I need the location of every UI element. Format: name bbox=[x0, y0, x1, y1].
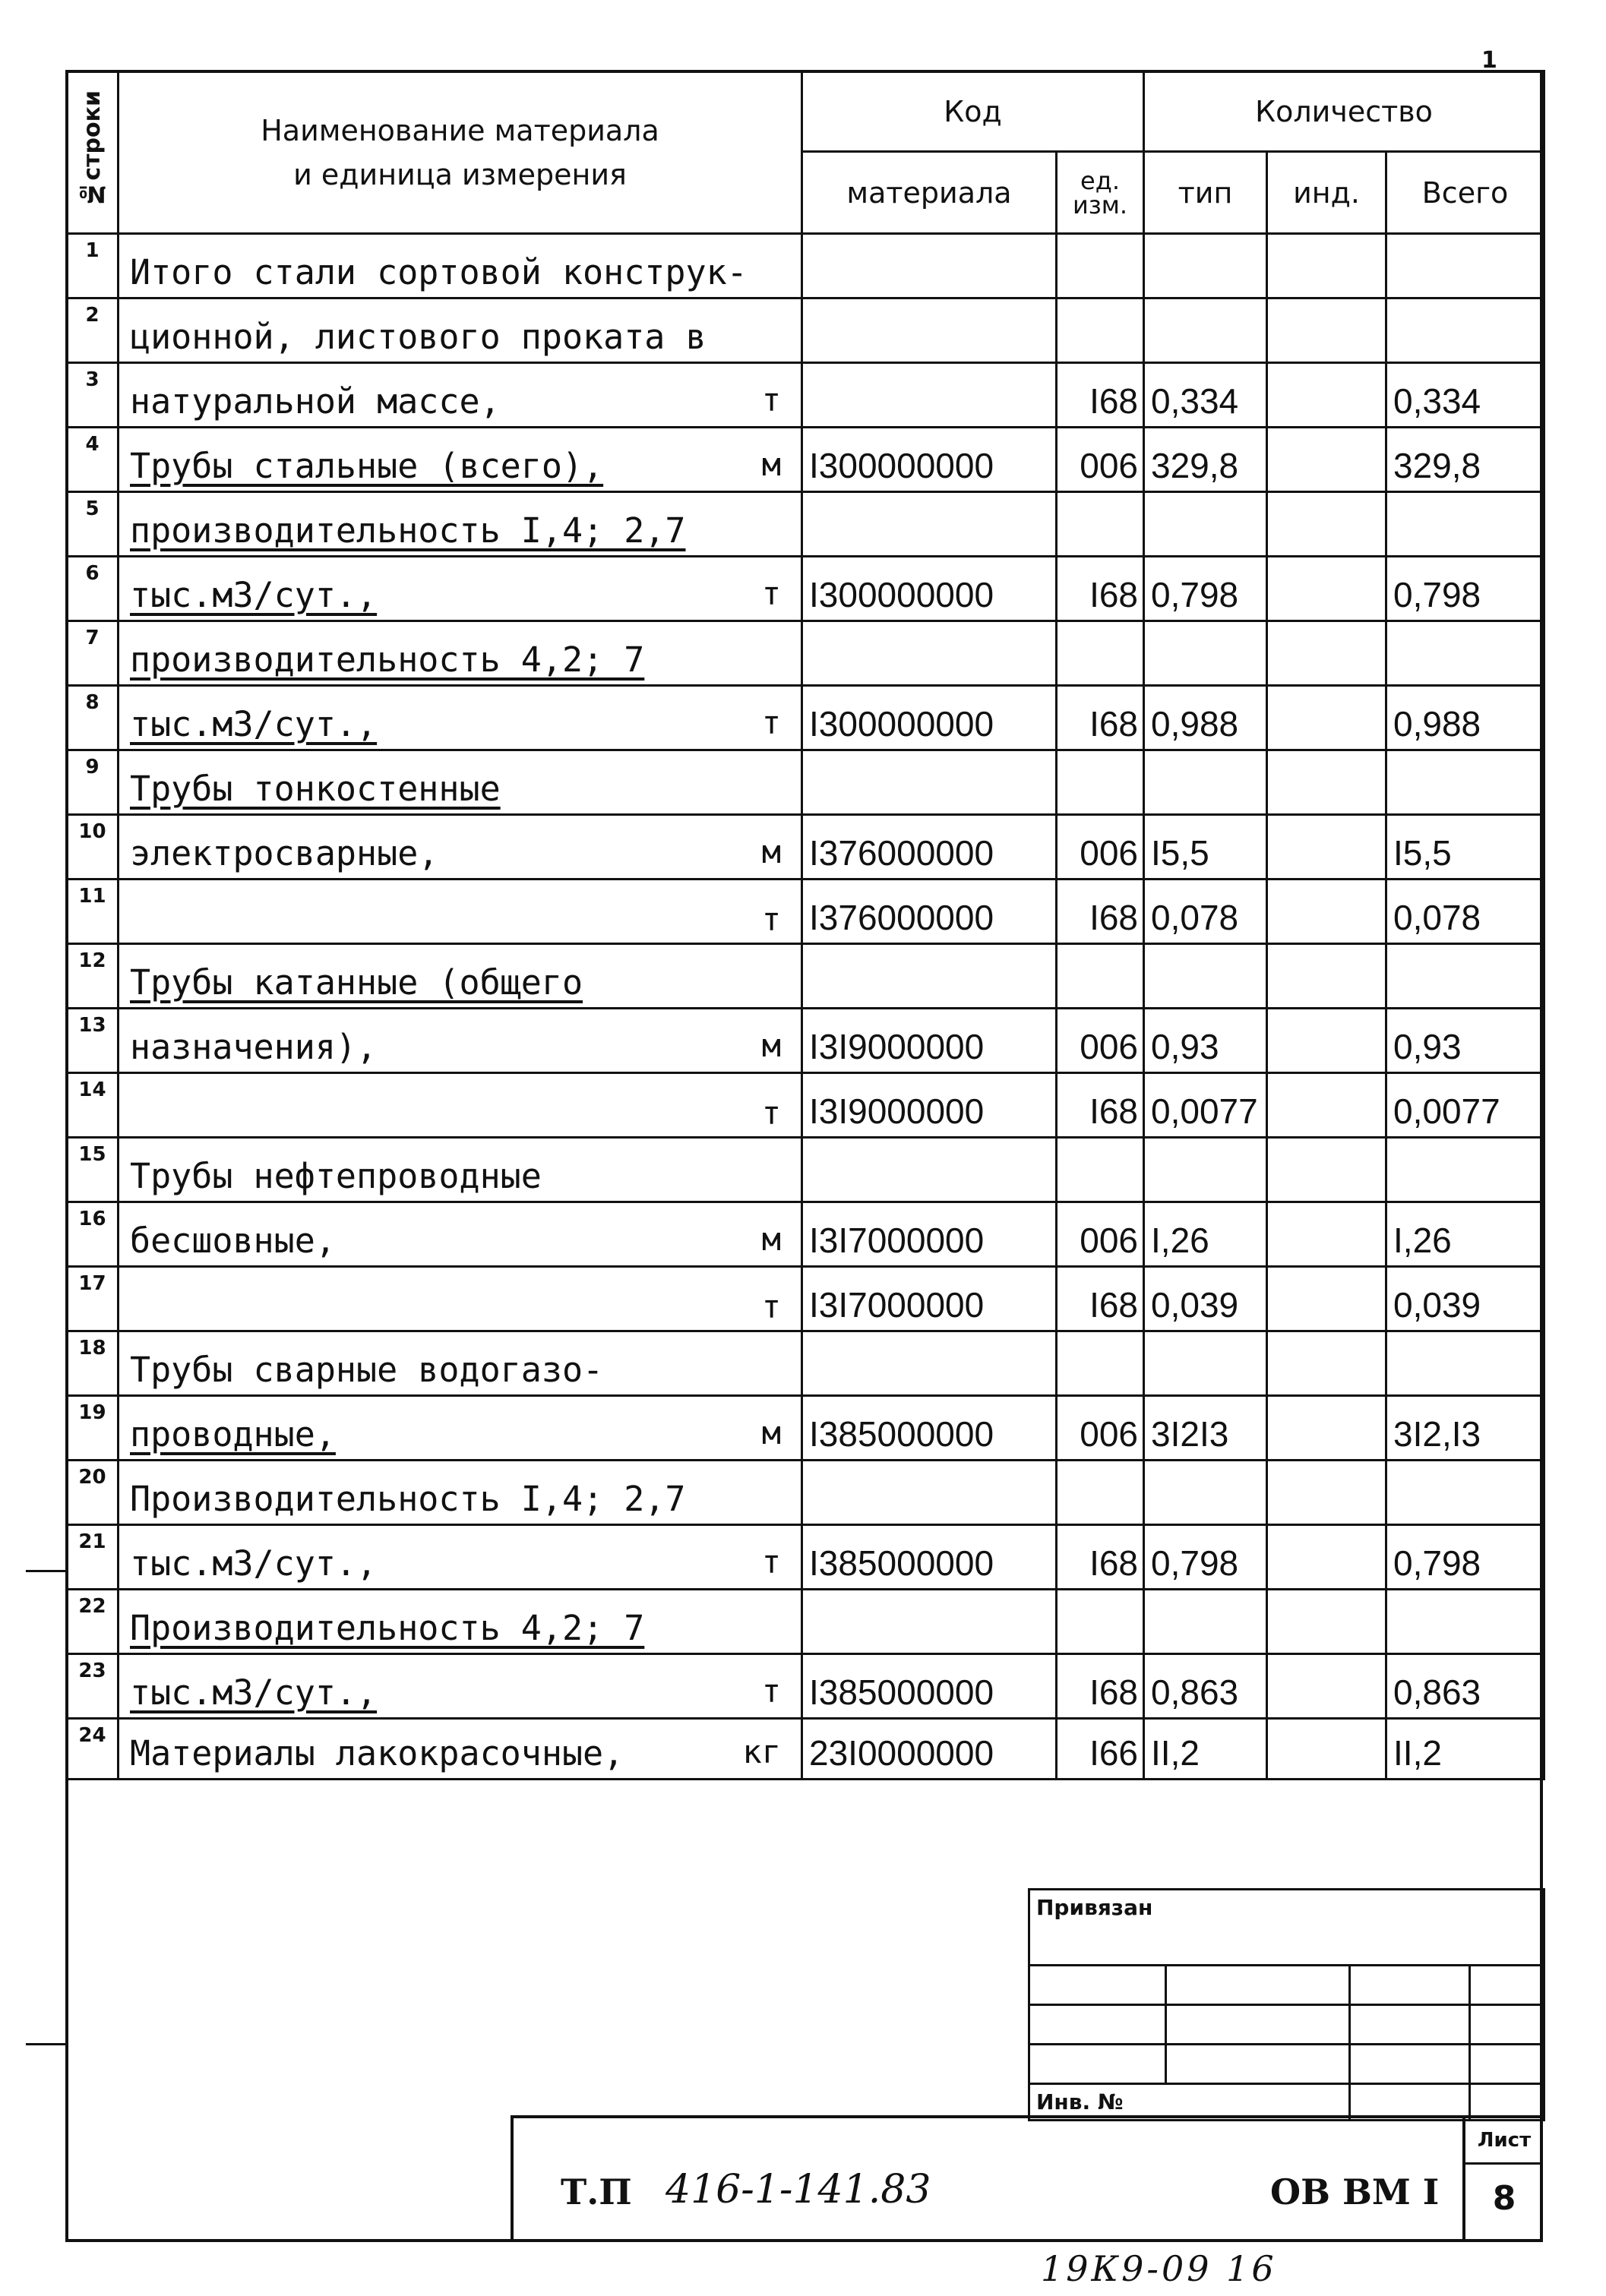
table-row bbox=[67, 1525, 1544, 1590]
quantity-ind bbox=[1267, 880, 1386, 944]
project-number: 416-1-141.83 bbox=[665, 2167, 931, 2212]
table-row bbox=[67, 815, 1544, 880]
quantity-type: 0,863 bbox=[1144, 1654, 1267, 1719]
stamp-cell bbox=[1470, 2005, 1544, 2045]
material-code: I385000000 bbox=[802, 1525, 1057, 1590]
quantity-total: 0,988 bbox=[1386, 686, 1544, 750]
row-number: 5 bbox=[67, 492, 119, 557]
unit-code: I68 bbox=[1057, 557, 1144, 621]
quantity-total: 329,8 bbox=[1386, 428, 1544, 492]
table-row bbox=[67, 492, 1544, 557]
row-number: 10 bbox=[67, 815, 119, 880]
material-name-text: Производительность 4,2; 7 bbox=[130, 1608, 645, 1648]
quantity-total: 0,078 bbox=[1386, 880, 1544, 944]
material-code bbox=[802, 621, 1057, 686]
quantity-type: 0,078 bbox=[1144, 880, 1267, 944]
stamp-cell bbox=[1166, 2005, 1350, 2045]
material-name bbox=[119, 1331, 802, 1396]
quantity-ind bbox=[1267, 815, 1386, 880]
quantity-group-header: Количество bbox=[1144, 71, 1544, 152]
material-name bbox=[119, 1654, 802, 1719]
quantity-ind bbox=[1267, 1267, 1386, 1331]
quantity-type: I,26 bbox=[1144, 1202, 1267, 1267]
material-code bbox=[802, 492, 1057, 557]
material-name-text: ционной, листового проката в bbox=[130, 317, 707, 357]
table-row bbox=[67, 428, 1544, 492]
stamp-cell bbox=[1029, 2005, 1166, 2045]
quantity-type: 0,93 bbox=[1144, 1009, 1267, 1073]
material-name-text: производительность 4,2; 7 bbox=[130, 640, 645, 680]
quantity-type bbox=[1144, 234, 1267, 298]
tp-prefix: Т.П bbox=[561, 2171, 632, 2212]
sheet-code: ОВ ВМ I bbox=[1270, 2171, 1440, 2212]
row-number: 21 bbox=[67, 1525, 119, 1590]
material-name bbox=[119, 363, 802, 428]
quantity-total: 0,93 bbox=[1386, 1009, 1544, 1073]
material-code: I3I9000000 bbox=[802, 1009, 1057, 1073]
quantity-type: 0,798 bbox=[1144, 1525, 1267, 1590]
material-name bbox=[119, 1073, 802, 1138]
stamp-cell bbox=[1029, 2045, 1166, 2084]
material-code bbox=[802, 944, 1057, 1009]
material-name-text: натуральной массе, bbox=[130, 381, 501, 422]
margin-tick bbox=[26, 2043, 65, 2045]
row-number: 6 bbox=[67, 557, 119, 621]
quantity-type: 0,0077 bbox=[1144, 1073, 1267, 1138]
quantity-type bbox=[1144, 1331, 1267, 1396]
quantity-ind bbox=[1267, 1590, 1386, 1654]
stamp-cell bbox=[1029, 1966, 1166, 2005]
material-name bbox=[119, 815, 802, 880]
unit-code bbox=[1057, 944, 1144, 1009]
material-name bbox=[119, 1267, 802, 1331]
material-name bbox=[119, 1009, 802, 1073]
unit-code: 006 bbox=[1057, 428, 1144, 492]
quantity-ind bbox=[1267, 1396, 1386, 1461]
table-row bbox=[67, 298, 1544, 363]
unit-label: м bbox=[761, 833, 781, 870]
material-name-text: Трубы нефтепроводные bbox=[130, 1156, 542, 1196]
ind-header: инд. bbox=[1267, 152, 1386, 234]
material-name-text: производительность I,4; 2,7 bbox=[130, 510, 686, 551]
material-name bbox=[119, 621, 802, 686]
row-number: 22 bbox=[67, 1590, 119, 1654]
inventory-label: Инв. № bbox=[1029, 2084, 1350, 2121]
quantity-total: I5,5 bbox=[1386, 815, 1544, 880]
quantity-type bbox=[1144, 750, 1267, 815]
unit-label: м bbox=[761, 1221, 781, 1258]
material-code bbox=[802, 1138, 1057, 1202]
material-name-text: проводные, bbox=[130, 1414, 336, 1454]
material-name bbox=[119, 944, 802, 1009]
material-name bbox=[119, 428, 802, 492]
material-code bbox=[802, 298, 1057, 363]
unit-label: т bbox=[761, 1672, 781, 1710]
total-header: Всего bbox=[1386, 152, 1544, 234]
stamp-cell bbox=[1350, 1966, 1470, 2005]
quantity-total bbox=[1386, 621, 1544, 686]
quantity-ind bbox=[1267, 1719, 1386, 1780]
table-row bbox=[67, 1202, 1544, 1267]
material-name-text: тыс.м3/сут., bbox=[130, 1543, 378, 1584]
quantity-ind bbox=[1267, 1073, 1386, 1138]
row-number: 17 bbox=[67, 1267, 119, 1331]
quantity-ind bbox=[1267, 1461, 1386, 1525]
code-group-header: Код bbox=[802, 71, 1144, 152]
unit-code: I68 bbox=[1057, 1654, 1144, 1719]
sheet-number: 8 bbox=[1492, 2179, 1516, 2218]
unit-code bbox=[1057, 234, 1144, 298]
material-name-text: Трубы катанные (общего bbox=[130, 962, 583, 1003]
table-row bbox=[67, 1461, 1544, 1525]
table-row bbox=[67, 557, 1544, 621]
quantity-type bbox=[1144, 492, 1267, 557]
unit-label: т bbox=[761, 1543, 781, 1581]
quantity-ind bbox=[1267, 1525, 1386, 1590]
quantity-ind bbox=[1267, 750, 1386, 815]
material-name bbox=[119, 1525, 802, 1590]
quantity-total: 3I2,I3 bbox=[1386, 1396, 1544, 1461]
unit-label: м bbox=[761, 1027, 781, 1064]
quantity-type: 3I2I3 bbox=[1144, 1396, 1267, 1461]
quantity-ind bbox=[1267, 492, 1386, 557]
table-row bbox=[67, 1267, 1544, 1331]
quantity-type: I5,5 bbox=[1144, 815, 1267, 880]
row-number: 23 bbox=[67, 1654, 119, 1719]
quantity-total bbox=[1386, 1461, 1544, 1525]
row-number: 24 bbox=[67, 1719, 119, 1780]
quantity-ind bbox=[1267, 1202, 1386, 1267]
row-number: 20 bbox=[67, 1461, 119, 1525]
material-name bbox=[119, 1396, 802, 1461]
table-row bbox=[67, 1590, 1544, 1654]
material-name-text: Трубы стальные (всего), bbox=[130, 446, 604, 486]
quantity-type bbox=[1144, 1590, 1267, 1654]
margin-tick bbox=[26, 1570, 65, 1572]
table-row bbox=[67, 750, 1544, 815]
material-name bbox=[119, 686, 802, 750]
quantity-ind bbox=[1267, 298, 1386, 363]
material-name-text: электросварные, bbox=[130, 833, 439, 873]
quantity-total: 0,334 bbox=[1386, 363, 1544, 428]
unit-code bbox=[1057, 1590, 1144, 1654]
unit-label: т bbox=[761, 575, 781, 612]
quantity-total bbox=[1386, 298, 1544, 363]
row-number: 16 bbox=[67, 1202, 119, 1267]
row-number: 2 bbox=[67, 298, 119, 363]
material-code: I3I9000000 bbox=[802, 1073, 1057, 1138]
binding-stamp bbox=[1028, 1888, 1545, 2121]
stamp-cell bbox=[1470, 1966, 1544, 2005]
table-row bbox=[67, 944, 1544, 1009]
table-row bbox=[67, 1396, 1544, 1461]
row-number: 18 bbox=[67, 1331, 119, 1396]
row-number: 12 bbox=[67, 944, 119, 1009]
table-row bbox=[67, 1009, 1544, 1073]
row-number: 8 bbox=[67, 686, 119, 750]
material-name bbox=[119, 1461, 802, 1525]
quantity-type: 0,039 bbox=[1144, 1267, 1267, 1331]
unit-label: м bbox=[761, 446, 781, 483]
quantity-total bbox=[1386, 944, 1544, 1009]
row-number: 14 bbox=[67, 1073, 119, 1138]
bound-label: Привязан bbox=[1029, 1890, 1544, 1966]
material-code: I300000000 bbox=[802, 557, 1057, 621]
material-name-text: назначения), bbox=[130, 1027, 378, 1067]
unit-code: 006 bbox=[1057, 1202, 1144, 1267]
material-name bbox=[119, 1719, 802, 1780]
unit-code bbox=[1057, 750, 1144, 815]
material-code: I385000000 bbox=[802, 1654, 1057, 1719]
material-code bbox=[802, 363, 1057, 428]
material-code: I385000000 bbox=[802, 1396, 1057, 1461]
unit-code: I66 bbox=[1057, 1719, 1144, 1780]
material-name-text: Трубы сварные водогазо- bbox=[130, 1350, 604, 1390]
table-row bbox=[67, 686, 1544, 750]
name-header: Наименование материала и единица измерения bbox=[119, 71, 802, 234]
unit-label: т bbox=[761, 381, 781, 418]
unit-code: 006 bbox=[1057, 815, 1144, 880]
page-marker: 1 bbox=[1481, 47, 1497, 74]
type-header: тип bbox=[1144, 152, 1267, 234]
unit-code: 006 bbox=[1057, 1396, 1144, 1461]
quantity-ind bbox=[1267, 363, 1386, 428]
materials-table bbox=[65, 70, 1545, 1780]
quantity-type: II,2 bbox=[1144, 1719, 1267, 1780]
material-name bbox=[119, 298, 802, 363]
unit-code: I68 bbox=[1057, 363, 1144, 428]
material-name-text: бесшовные, bbox=[130, 1221, 336, 1261]
quantity-total: 0,0077 bbox=[1386, 1073, 1544, 1138]
unit-label: т bbox=[761, 1288, 781, 1325]
unit-label: т bbox=[761, 901, 781, 938]
material-name-text: Материалы лакокрасочные, bbox=[130, 1733, 624, 1773]
quantity-type: 329,8 bbox=[1144, 428, 1267, 492]
quantity-total bbox=[1386, 1590, 1544, 1654]
unit-code-header: ед. изм. bbox=[1057, 152, 1144, 234]
row-number-header: №строки bbox=[67, 71, 119, 234]
table-row bbox=[67, 1331, 1544, 1396]
material-name bbox=[119, 880, 802, 944]
quantity-ind bbox=[1267, 621, 1386, 686]
material-name bbox=[119, 234, 802, 298]
quantity-type: 0,798 bbox=[1144, 557, 1267, 621]
table-row bbox=[67, 1719, 1544, 1780]
stamp-cell bbox=[1166, 1966, 1350, 2005]
row-number: 11 bbox=[67, 880, 119, 944]
quantity-ind bbox=[1267, 686, 1386, 750]
material-name bbox=[119, 1590, 802, 1654]
quantity-type bbox=[1144, 944, 1267, 1009]
unit-code bbox=[1057, 1331, 1144, 1396]
handwritten-note: 19К9-09 16 bbox=[1041, 2248, 1277, 2289]
quantity-total bbox=[1386, 1331, 1544, 1396]
row-number: 13 bbox=[67, 1009, 119, 1073]
quantity-total bbox=[1386, 492, 1544, 557]
unit-label: м bbox=[761, 1414, 781, 1451]
table-row bbox=[67, 621, 1544, 686]
unit-code: I68 bbox=[1057, 1073, 1144, 1138]
quantity-type bbox=[1144, 621, 1267, 686]
quantity-total: 0,039 bbox=[1386, 1267, 1544, 1331]
stamp-cell bbox=[1350, 2045, 1470, 2084]
unit-code bbox=[1057, 492, 1144, 557]
material-name-text: тыс.м3/сут., bbox=[130, 1672, 378, 1713]
quantity-total bbox=[1386, 234, 1544, 298]
stamp-cell bbox=[1350, 2005, 1470, 2045]
material-code: I3I7000000 bbox=[802, 1267, 1057, 1331]
material-code bbox=[802, 1461, 1057, 1525]
row-number: 7 bbox=[67, 621, 119, 686]
unit-label: кг bbox=[742, 1733, 781, 1770]
stamp-cell bbox=[1470, 2045, 1544, 2084]
quantity-total bbox=[1386, 750, 1544, 815]
material-name bbox=[119, 1202, 802, 1267]
title-block bbox=[511, 2115, 1543, 2242]
row-number: 4 bbox=[67, 428, 119, 492]
material-code: 23I0000000 bbox=[802, 1719, 1057, 1780]
sheet-box bbox=[1462, 2118, 1543, 2242]
stamp-cell bbox=[1166, 2045, 1350, 2084]
unit-code: I68 bbox=[1057, 686, 1144, 750]
table-row bbox=[67, 1073, 1544, 1138]
material-code-header: материала bbox=[802, 152, 1057, 234]
unit-code: I68 bbox=[1057, 1525, 1144, 1590]
quantity-type bbox=[1144, 298, 1267, 363]
sheet-label: Лист bbox=[1465, 2118, 1543, 2165]
material-name-text: Итого стали сортовой конструк- bbox=[130, 252, 748, 292]
row-number: 15 bbox=[67, 1138, 119, 1202]
quantity-ind bbox=[1267, 428, 1386, 492]
table-row bbox=[67, 880, 1544, 944]
material-code bbox=[802, 1590, 1057, 1654]
material-name bbox=[119, 1138, 802, 1202]
unit-code bbox=[1057, 1461, 1144, 1525]
quantity-ind bbox=[1267, 944, 1386, 1009]
table-row bbox=[67, 1654, 1544, 1719]
material-name bbox=[119, 750, 802, 815]
unit-code bbox=[1057, 298, 1144, 363]
material-code bbox=[802, 750, 1057, 815]
quantity-total bbox=[1386, 1138, 1544, 1202]
material-code: I300000000 bbox=[802, 686, 1057, 750]
quantity-type: 0,988 bbox=[1144, 686, 1267, 750]
material-name-text: Производительность I,4; 2,7 bbox=[130, 1479, 686, 1519]
material-name bbox=[119, 557, 802, 621]
material-code bbox=[802, 234, 1057, 298]
quantity-type: 0,334 bbox=[1144, 363, 1267, 428]
quantity-ind bbox=[1267, 1331, 1386, 1396]
quantity-total: I,26 bbox=[1386, 1202, 1544, 1267]
row-number: 9 bbox=[67, 750, 119, 815]
quantity-total: 0,798 bbox=[1386, 1525, 1544, 1590]
quantity-ind bbox=[1267, 557, 1386, 621]
quantity-total: 0,863 bbox=[1386, 1654, 1544, 1719]
unit-label: т bbox=[761, 1094, 781, 1132]
material-code bbox=[802, 1331, 1057, 1396]
table-row bbox=[67, 1138, 1544, 1202]
quantity-ind bbox=[1267, 1654, 1386, 1719]
quantity-ind bbox=[1267, 234, 1386, 298]
material-code: I300000000 bbox=[802, 428, 1057, 492]
material-code: I3I7000000 bbox=[802, 1202, 1057, 1267]
quantity-ind bbox=[1267, 1138, 1386, 1202]
row-number: 1 bbox=[67, 234, 119, 298]
unit-code: I68 bbox=[1057, 880, 1144, 944]
table-row bbox=[67, 363, 1544, 428]
unit-code bbox=[1057, 621, 1144, 686]
material-name-text: тыс.м3/сут., bbox=[130, 575, 378, 615]
quantity-total: 0,798 bbox=[1386, 557, 1544, 621]
unit-code: I68 bbox=[1057, 1267, 1144, 1331]
unit-code: 006 bbox=[1057, 1009, 1144, 1073]
row-number: 3 bbox=[67, 363, 119, 428]
material-name bbox=[119, 492, 802, 557]
material-code: I376000000 bbox=[802, 880, 1057, 944]
quantity-type bbox=[1144, 1461, 1267, 1525]
quantity-ind bbox=[1267, 1009, 1386, 1073]
row-number: 19 bbox=[67, 1396, 119, 1461]
unit-code bbox=[1057, 1138, 1144, 1202]
quantity-type bbox=[1144, 1138, 1267, 1202]
table-row bbox=[67, 234, 1544, 298]
material-code: I376000000 bbox=[802, 815, 1057, 880]
quantity-total: II,2 bbox=[1386, 1719, 1544, 1780]
material-name-text: Трубы тонкостенные bbox=[130, 769, 501, 809]
material-name-text: тыс.м3/сут., bbox=[130, 704, 378, 744]
unit-label: т bbox=[761, 704, 781, 741]
